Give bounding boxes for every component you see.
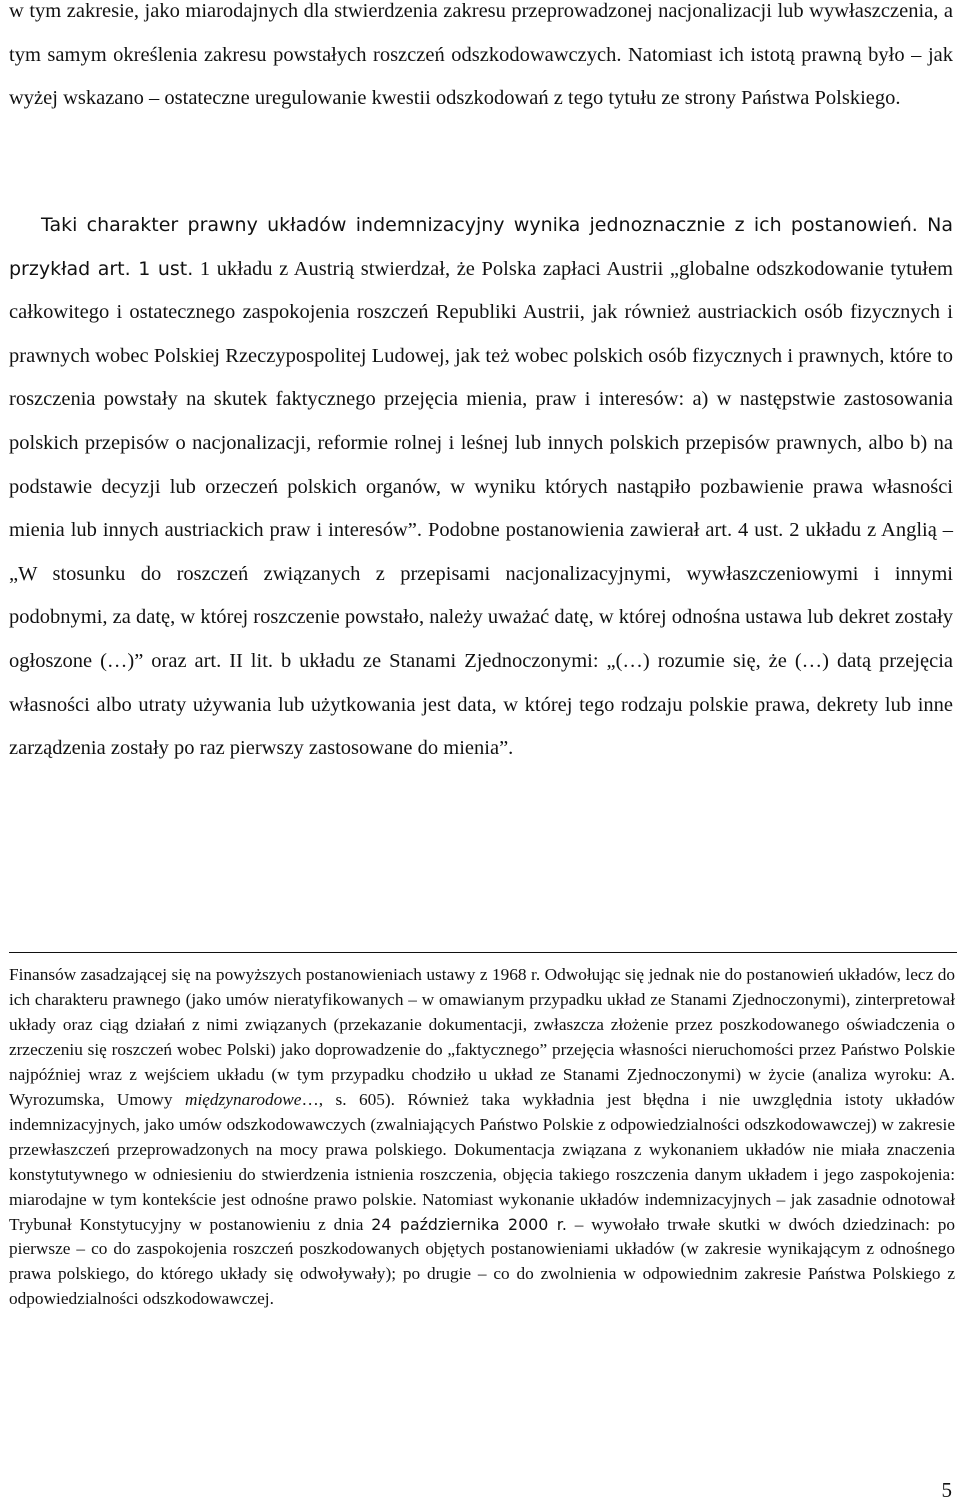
footnote-part-1: Finansów zasadzającej się na powyższych postanowieniach ustawy z 1968 r. Odwołując się jednak nie do postanowień układów, lecz do ich charakteru prawnego (jako umów nieratyfikowanych – w omawianym przypadku układ ze Stanami Zjednoczonymi), zinterpretował układy oraz ciąg działań z nimi związanych (przekazanie dokumentacji, zwłaszcza złożenie przez poszkodowanego oświadczenia o zrzeczeniu się roszczeń wobec Polski) jako doprowadzenie do „faktycznego” przejęcia własności nieruchomości przez Państwo Polskie najpóźniej wraz z wejściem układu (w tym przypadku chodziło u układ ze Stanami Zjednoczonymi) w życie (analiza wyroku: A. Wyrozumska, Umowy <box>9 965 955 1109</box>
body-paragraph-2 <box>9 204 953 771</box>
footnote-separator <box>9 952 957 953</box>
body-paragraph-1 <box>9 0 953 121</box>
footnote-part-3: – wywołało trwałe skutki w dwóch dziedzinach: po pierwsze – co do zaspokojenia roszczeń poszkodowanych objętych postanowieniami układów (w zakresie wynikającym z odnośnego prawa polskiego, do którego układy się odwoływały); po drugie – co do zwolnienia w odpowiednim zakresie Państwa Polskiego z odpowiedzialności odszkodowawczej. <box>9 1214 956 1309</box>
paragraph-2-lead: Taki charakter prawny układów indemnizacyjny wynika jednoznacznie z ich postanowień. Na przykład art. 1 ust. <box>9 214 953 280</box>
footnote-text <box>9 963 955 1312</box>
footnote-part-2: …, s. 605). Również taka wykładnia jest błędna i nie uwzględnia istoty układów indemnizacyjnych, jako umów odszkodowawczych (zwalniających Państwo Polskie z odpowiedzialności odszkodowawczej) w zakresie przewłaszczeń przeprowadzonych na mocy prawa polskiego. Dokumentacja związana z wykonaniem układów nie miała znaczenia konstytutywnego w odniesieniu do stwierdzenia istnienia roszczenia, objęcia takiego roszczenia danym układem i jego zaspokojenia: miarodajne w tym kontekście jest odnośne prawo polskie. Natomiast wykonanie układów indemnizacyjnych – jak zasadnie odnotował Trybunał Konstytucyjny w postanowieniu z dnia <box>9 1089 955 1234</box>
footnote-date: 24 października 2000 r. <box>371 1214 567 1234</box>
footnote-italic-title: międzynarodowe <box>184 1089 302 1109</box>
paragraph-1-text: w tym zakresie, jako miarodajnych dla stwierdzenia zakresu przeprowadzonej nacjonalizacji lub wywłaszczenia, a tym samym określenia zakresu powstałych roszczeń odszkodowawczych. Natomiast ich istotą prawną było – jak wyżej wskazano – ostateczne uregulowanie kwestii odszkodowań z tego tytułu ze strony Państwa Polskiego. <box>9 0 953 110</box>
paragraph-2-text: 1 układu z Austrią stwierdzał, że Polska zapłaci Austrii „globalne odszkodowanie tytułem całkowitego i ostatecznego zaspokojenia roszczeń Republiki Austrii, jak również austriackich osób fizycznych i prawnych wobec Polskiej Rzeczypospolitej Ludowej, jak też wobec polskich osób fizycznych i prawnych, które to roszczenia powstały na skutek faktycznego przejęcia mienia, praw i interesów: a) w następstwie zastosowania polskich przepisów o nacjonalizacji, reformie rolnej i leśnej lub innych polskich przepisów prawnych, albo b) na podstawie decyzji lub orzeczeń polskich organów, w wyniku których nastąpiło pozbawienie prawa własności mienia lub innych austriackich praw i interesów”. Podobne postanowienia zawierał art. 4 ust. 2 układu z Anglią – „W stosunku do roszczeń związanych z przepisami nacjonalizacyjnymi, wywłaszczeniowymi i innymi podobnymi, za datę, w której roszczenie powstało, należy uważać datę, w której odnośna ustawa lub dekret zostały ogłoszone (…)” oraz art. II lit. b układu ze Stanami Zjednoczonymi: „(…) rozumie się, że (…) datą przejęcia własności albo utraty używania lub użytkowania jest data, w której tego rodzaju polskie prawa, dekrety lub inne zarządzenia zostały po raz pierwszy zastosowane do mienia”. <box>9 257 953 760</box>
page-number: 5 <box>941 1478 952 1502</box>
